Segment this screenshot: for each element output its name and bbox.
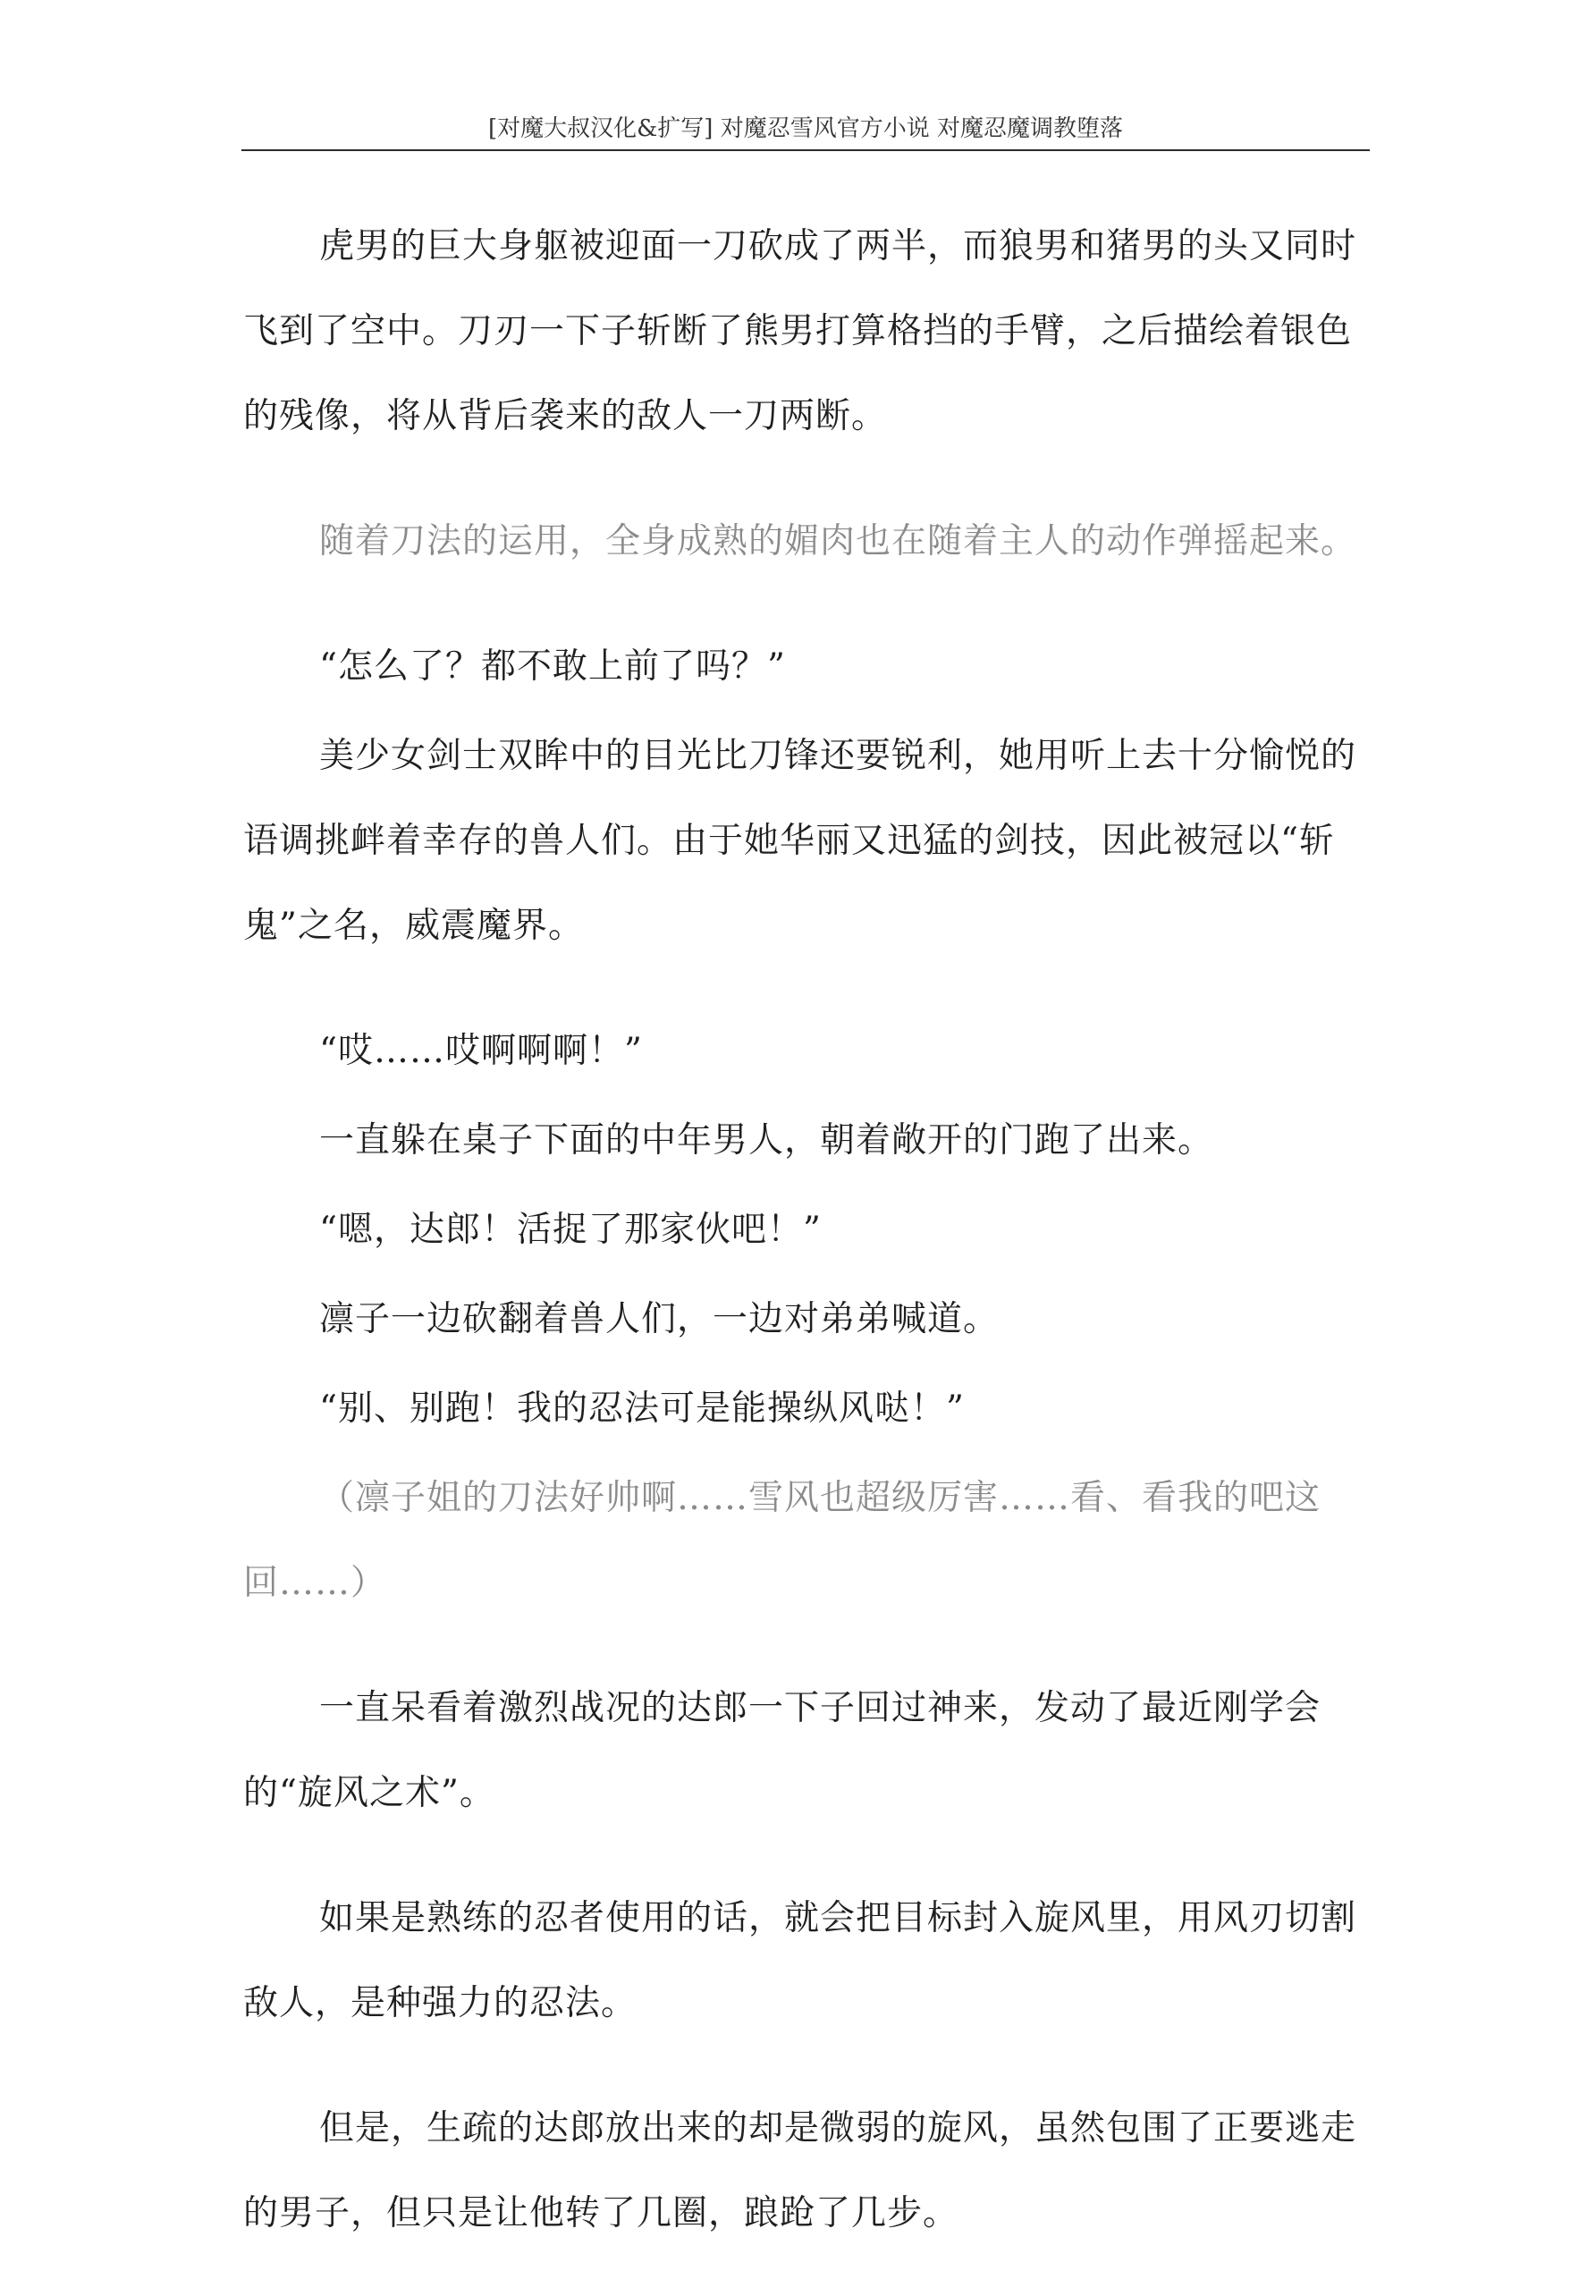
paragraph-12: 如果是熟练的忍者使用的话，就会把目标封入旋风里，用风刃切割敌人，是种强力的忍法。 xyxy=(243,1898,1357,2023)
paragraph-13: 但是，生疏的达郎放出来的却是微弱的旋风，虽然包围了正要逃走的男子，但只是让他转了几圈，踉跄了几步。 xyxy=(243,2108,1357,2233)
paragraph-10: （凛子姐的刀法好帅啊……雪风也超级厉害……看、看我的吧这回……） xyxy=(243,1478,1322,1603)
paragraph-5: “哎……哎啊啊啊！” xyxy=(319,1031,643,1071)
document-body xyxy=(243,204,1370,2296)
header-title: [对魔大叔汉化&扩写] 对魔忍雪风官方小说 对魔忍魔调教堕落 xyxy=(488,115,1123,142)
paragraph-3: “怎么了？都不敢上前了吗？” xyxy=(319,646,786,687)
paragraph-7: “嗯，达郎！活捉了那家伙吧！” xyxy=(319,1210,822,1250)
paragraph-2: 随着刀法的运用，全身成熟的媚肉也在随着主人的动作弹摇起来。 xyxy=(319,521,1357,561)
paragraph-11: 一直呆看着激烈战况的达郎一下子回过神来，发动了最近刚学会的“旋风之术”。 xyxy=(243,1688,1322,1813)
page-header xyxy=(241,112,1370,151)
paragraph-4: 美少女剑士双眸中的目光比刀锋还要锐利，她用听上去十分愉悦的语调挑衅着幸存的兽人们。由于她华丽又迅猛的剑技，因此被冠以“斩鬼”之名，威震魔界。 xyxy=(243,736,1357,946)
paragraph-1: 虎男的巨大身躯被迎面一刀砍成了两半，而狼男和猪男的头又同时飞到了空中。刀刃一下子斩断了熊男打算格挡的手臂，之后描绘着银色的残像，将从背后袭来的敌人一刀两断。 xyxy=(243,226,1357,436)
paragraph-6: 一直躲在桌子下面的中年男人，朝着敞开的门跑了出来。 xyxy=(319,1120,1214,1161)
paragraph-9: “别、别跑！我的忍法可是能操纵风哒！” xyxy=(319,1389,965,1429)
paragraph-8: 凛子一边砍翻着兽人们，一边对弟弟喊道。 xyxy=(319,1299,1000,1339)
